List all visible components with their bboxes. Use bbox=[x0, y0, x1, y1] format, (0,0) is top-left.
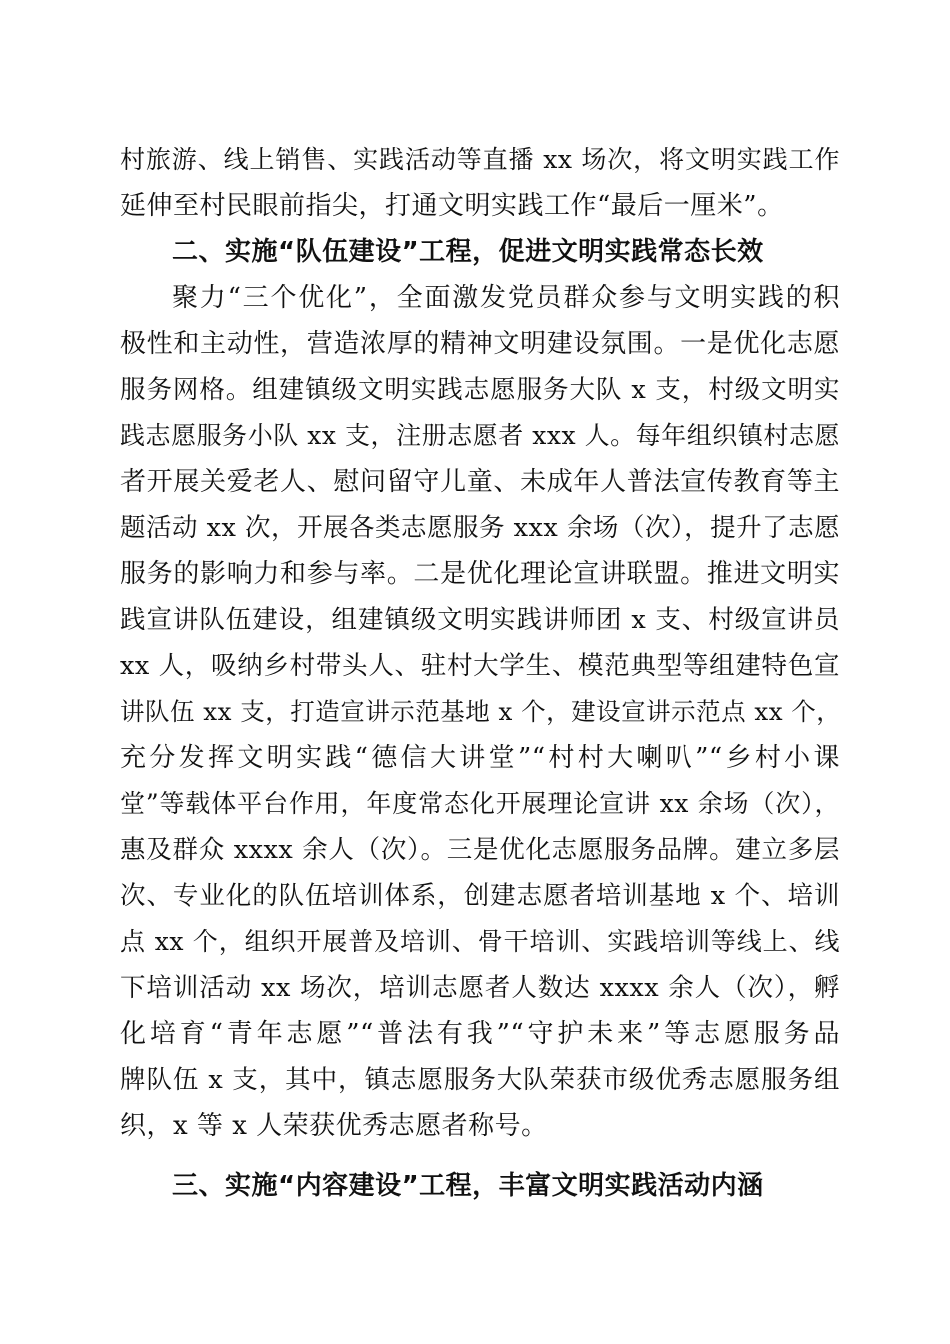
document-body bbox=[120, 137, 840, 1209]
paragraph-line: 织，x 等 x 人荣获优秀志愿者称号。 bbox=[120, 1111, 548, 1141]
paragraph-line: xx 人，吸纳乡村带头人、驻村大学生、模范典型等组建特色宣 bbox=[120, 651, 840, 681]
paragraph-line: 题活动 xx 次，开展各类志愿服务 xxx 余场（次），提升了志愿 bbox=[120, 513, 841, 543]
paragraph-line: 点 xx 个，组织开展普及培训、骨干培训、实践培训等线上、线 bbox=[120, 927, 840, 956]
paragraph-line: 极性和主动性，营造浓厚的精神文明建设氛围。一是优化志愿 bbox=[120, 329, 840, 359]
paragraph-line: 延伸至村民眼前指尖，打通文明实践工作“最后一厘米”。 bbox=[120, 191, 784, 221]
paragraph-line: 服务的影响力和参与率。二是优化理论宣讲联盟。推进文明实 bbox=[120, 559, 840, 589]
paragraph-line: 村旅游、线上销售、实践活动等直播 xx 场次，将文明实践工作 bbox=[120, 145, 840, 174]
paragraph-line: 服务网格。组建镇级文明实践志愿服务大队 x 支，村级文明实 bbox=[120, 375, 840, 405]
paragraph-line: 惠及群众 xxxx 余人（次）。三是优化志愿服务品牌。建立多层 bbox=[120, 835, 840, 865]
paragraph-line: 充分发挥文明实践“德信大讲堂”“村村大喇叭”“乡村小课 bbox=[120, 743, 840, 773]
paragraph-line: 聚力“三个优化”，全面激发党员群众参与文明实践的积 bbox=[172, 283, 840, 313]
paragraph-line: 讲队伍 xx 支，打造宣讲示范基地 x 个，建设宣讲示范点 xx 个， bbox=[120, 697, 842, 726]
paragraph-line: 践志愿服务小队 xx 支，注册志愿者 xxx 人。每年组织镇村志愿 bbox=[120, 421, 840, 450]
paragraph-line: 次、专业化的队伍培训体系，创建志愿者培训基地 x 个、培训 bbox=[120, 881, 840, 911]
paragraph-line: 者开展关爱老人、慰问留守儿童、未成年人普法宣传教育等主 bbox=[120, 467, 840, 497]
paragraph-line: 化培育“青年志愿”“普法有我”“守护未来”等志愿服务品 bbox=[120, 1019, 840, 1049]
section-heading-3: 三、实施“内容建设”工程，丰富文明实践活动内涵 bbox=[172, 1171, 764, 1201]
paragraph-line: 堂”等载体平台作用，年度常态化开展理论宣讲 xx 余场（次）， bbox=[120, 789, 840, 818]
section2-paragraph bbox=[120, 275, 840, 1149]
paragraph-line: 牌队伍 x 支，其中，镇志愿服务大队荣获市级优秀志愿服务组 bbox=[120, 1065, 840, 1095]
paragraph-line: 下培训活动 xx 场次，培训志愿者人数达 xxxx 余人（次），孵 bbox=[120, 973, 840, 1003]
section-heading-2: 二、实施“队伍建设”工程，促进文明实践常态长效 bbox=[172, 237, 764, 267]
paragraph-line: 践宣讲队伍建设，组建镇级文明实践讲师团 x 支、村级宣讲员 bbox=[120, 605, 840, 635]
intro-paragraph bbox=[120, 137, 840, 229]
